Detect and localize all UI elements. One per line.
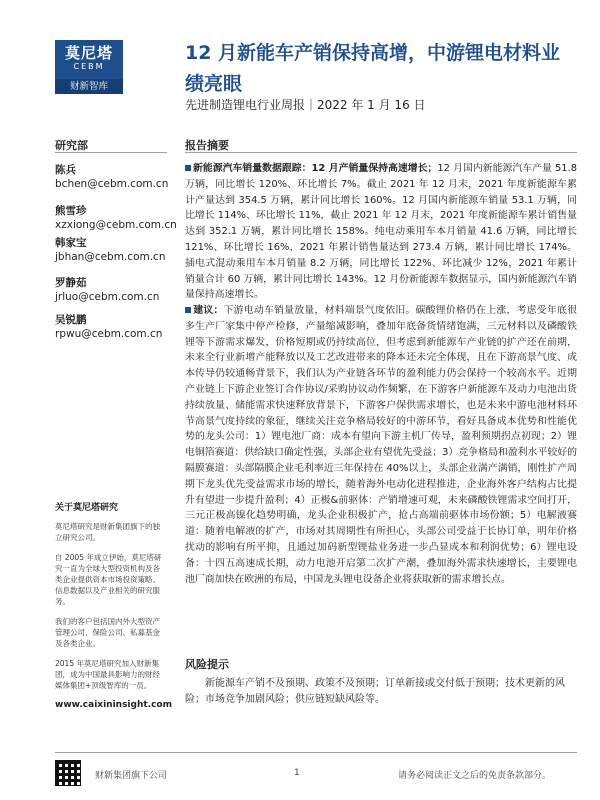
analyst-name: 陈兵: [55, 164, 76, 176]
about-paragraph: 我们的客户包括国内外大型资产管理公司、保险公司、私募基金及各类企业。: [55, 617, 160, 648]
analyst-3: [55, 236, 175, 264]
research-dept-heading: 研究部: [55, 139, 88, 152]
analyst-2: [55, 204, 175, 232]
footer-divider: [55, 752, 577, 753]
analyst-email[interactable]: rpwu@cebm.com.cn: [55, 328, 163, 340]
analyst-email[interactable]: bchen@cebm.com.cn: [55, 178, 169, 190]
main-divider: [185, 152, 577, 153]
logo-sub: 财新智库: [55, 79, 123, 94]
recommendation-paragraph: [185, 303, 577, 587]
risk-heading: 风险提示: [185, 658, 229, 671]
summary-heading: 报告摘要: [185, 139, 229, 152]
analyst-email[interactable]: xzxiong@cebm.com.cn: [55, 219, 177, 231]
qr-code-icon: [55, 760, 81, 786]
paragraph-lead: 新能源汽车销量数据跟踪：12 月产销量保持高速增长；: [193, 163, 438, 174]
bullet-square-icon: [185, 165, 191, 171]
analyst-name: 熊雪珍: [55, 205, 87, 217]
logo-name-cn: 莫尼塔: [64, 44, 113, 62]
cebm-logo: [55, 40, 123, 94]
analyst-name: 罗静茹: [55, 277, 87, 289]
page-number: 1: [294, 768, 300, 778]
bullet-square-icon: [185, 307, 191, 313]
analyst-5: [55, 313, 175, 341]
logo-name-en: CEBM: [73, 62, 105, 71]
about-paragraph: 2015 年莫尼塔研究加入财新集团，成为中国最具影响力的财经媒体集团+顶级智库的一员。: [55, 659, 160, 690]
sidebar-divider: [55, 152, 167, 153]
analyst-name: 吴锐鹏: [55, 314, 87, 326]
analyst-email[interactable]: jrluo@cebm.com.cn: [55, 291, 160, 303]
report-subtitle: 先进制造锂电行业周报｜2022 年 1 月 16 日: [185, 98, 426, 112]
analyst-1: [55, 163, 175, 191]
about-section: [55, 500, 165, 700]
about-paragraph: 自 2005 年成立伊始，莫尼塔研究一直为全球大型投资机构及各类企业提供资本市场投资策略、信息数据以及产业相关的研究服务。: [55, 553, 162, 606]
risk-paragraph: 新能源车产销不及预期、政策不及预期；订单新接或交付低于预期；技术更新的风险；市场竞争加剧风险；供应链短缺风险等。: [185, 678, 565, 705]
footer-disclaimer: 请务必阅读正文之后的免责条款部分。: [398, 771, 552, 781]
website-link[interactable]: www.caixininsight.com: [55, 700, 172, 710]
footer-company: 财新集团旗下公司: [95, 771, 168, 781]
paragraph-body: 下游电动车销量放量，材料端景气度依旧。碳酸锂价格仍在上涨，考虑受年底很多生产厂家集中停产检修，产量缩减影响，叠加年底备货情绪饱满，三元材料以及磷酸铁锂等下游需求爆发，价格短期或仍持续高位，但考虑到新能源车产业链的扩产还在前期，未来全行业新增产能释放以及工艺改进带来的降本还未完全体现，且在下游高景气度、成本传导仍较通畅背景下，我们认为产业链各环节的盈利能力仍会保持一个较高水平。近期产业链上下游企业签订合作协议/采购协议动作频繁，在下游客户新能源车及动力电池出货持续放量、储能需求快速释放背景下，下游客户保供需求增长，也是未来中游电池材料环节高景气度持续的象征，继续关注竞争格局较好的中游环节，看好具备成本优势和性能优势的龙头公司：1）锂电池厂商：成本有望向下游主机厂传导，盈利预期拐点初现；2）锂电铜箔赛道：供给缺口确定性强，头部企业有望优先受益；3）竞争格局和盈利水平较好的隔膜赛道：头部隔膜企业毛利率近三年保持在 40%以上，头部企业满产满销，刚性扩产周期下龙头优先受益需求市场的增长，随着海外电动化进程推进，企业海外客户结构占比提升有望进一步提升盈利；4）正极&前驱体：产销增速可观，未来磷酸铁锂需求空间打开，三元正极高镍化趋势明确，龙头企业积极扩产，抢占高端前驱体市场份额；5）电解液赛道：随着电解液的扩产，市场对其周期性有所担心，头部公司受益于长协订单，明年价格扰动的影响有所平抑，且通过加码新型锂盐业务进一步凸显成本和利润优势；6）锂电设备：十四五高速成长期，动力电池开启第二次扩产潮，叠加海外需求快速增长，主要锂电池厂商加快在欧洲的布局，中国龙头锂电设备企业将获取新的需求增长点。: [185, 305, 577, 585]
about-heading: 关于莫尼塔研究: [55, 503, 119, 513]
analyst-4: [55, 276, 175, 304]
paragraph-body: 12 月国内新能源汽车产量 51.8 万辆，同比增长 120%、环比增长 7%。截止 2021 年 12 月末，2021 年度新能源车累计产量达到 354.5 万辆，累计同比增长 160%。12 月国内新能源车销量 53.1 万辆，同比增长 114%、环比增长 11%，截止 2021 年 12 月末，2021 年度新能源车累计销售量达到 352.1 万辆，累计同比增长 158%。纯电动乘用车本月销量 41.6 万辆，同比增长 121%、环比增长 16%，2021 年累计销售量达到 273.4 万辆，累计同比增长 174%。插电式混动乘用车本月销量 8.2 万辆，同比增长 122%、环比减少 12%，2021 年累计销量合计 60 万辆，累计同比增长 143%。12 月份新能源车数据显示，国内新能源汽车销量保持高速增长。: [185, 163, 577, 301]
paragraph-lead: 建议：: [193, 305, 224, 316]
sales-tracking-paragraph: [185, 161, 577, 303]
report-title: 12 月新能车产销保持高增，中游锂电材料业绩亮眼: [185, 42, 561, 95]
analyst-email[interactable]: jbhan@cebm.com.cn: [55, 251, 166, 263]
about-paragraph: 莫尼塔研究是财新集团旗下的独立研究公司。: [55, 522, 160, 542]
analyst-name: 韩家宝: [55, 237, 87, 249]
